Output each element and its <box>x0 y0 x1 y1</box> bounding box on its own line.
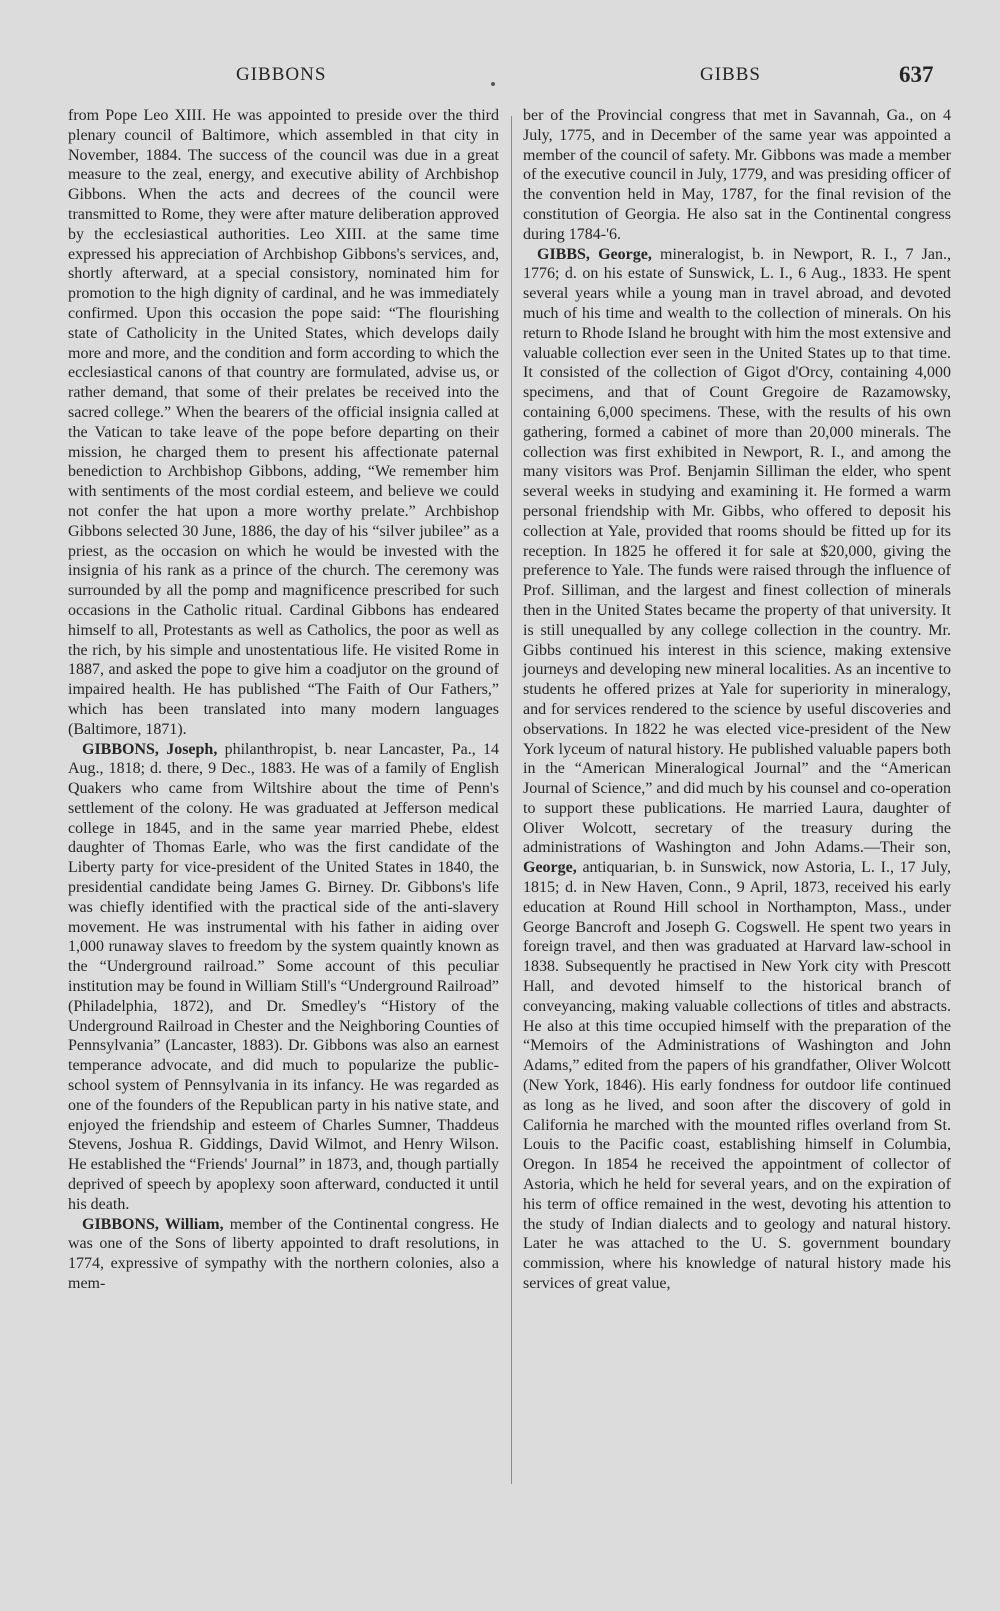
header-left-word: GIBBONS <box>236 64 327 85</box>
right-column <box>523 106 951 1294</box>
header-dot <box>491 82 495 86</box>
entry-text: antiquarian, b. in Sunswick, now Astoria, L. I., 17 July, 1815; d. in New Haven, Conn., 9 April, 1873, received his early education at Round Hill school in Northampton, Mass., under George Bancroft and Joseph G. Cogswell. He spent two years in foreign travel, and then was graduated at Harvard law-school in 1838. Subsequently he practised in New York city with Prescott Hall, and devoted himself to the historical branch of conveyancing, making valuable collections of titles and abstracts. He also at this time occupied himself with the preparation of the “Memoirs of the Administrations of Washington and John Adams,” edited from the papers of his grandfather, Oliver Wolcott (New York, 1846). His early fondness for outdoor life continued as long as he lived, and soon after the discovery of gold in California he marched with the mounted rifles overland from St. Louis to the Pacific coast, establishing himself in Columbia, Oregon. In 1854 he received the appointment of collector of Astoria, which he held for several years, and on the expiration of his term of office remained in the west, devoting his attention to the study of Indian dialects and to geology and natural history. Later he was attached to the U. S. government boundary commission, where his knowledge of natural history made his services of great value, <box>523 859 951 1293</box>
entry-text: mineralogist, b. in Newport, R. I., 7 Jan., 1776; d. on his estate of Sunswick, L. I., 6 Aug., 1833. He spent several years while a young man in travel abroad, and devoted much of his time and wealth to the collection of minerals. On his return to Rhode Island he brought with him the most extensive and valuable collection ever seen in the United States up to that time. It consisted of the collection of Gigot d'Orcy, containing 4,000 specimens, and that of Count Gregoire de Razamowsky, containing 6,000 specimens. These, with the results of his own gathering, formed a cabinet of more than 20,000 minerals. The collection was first exhibited in Newport, R. I., and among the many visitors was Prof. Benjamin Silliman the elder, who spent several weeks in studying and examining it. He formed a warm personal friendship with Mr. Gibbs, who offered to deposit his collection at Yale, provided that rooms should be fitted up for its reception. In 1825 he offered it for sale at $20,000, giving the preference to Yale. The funds were raised through the influence of Prof. Silliman, and the largest and finest collection of minerals then in the United States became the property of that university. It is still unequalled by any college collection in the country. Mr. Gibbs continued his interest in this science, making extensive journeys and developing new mineral localities. As an incentive to students he offered prizes at Yale for superiority in mineralogy, and for services rendered to the science by useful discoveries and observations. In 1822 he was elected vice-president of the New York lyceum of natural history. He published valuable papers both in the “American Mineralogical Journal” and the “American Journal of Science,” and did much by his counsel and co-operation to support these publications. He married Laura, daughter of Oliver Wolcott, secretary of the treasury during the administrations of Washington and John Adams.—Their son, <box>523 245 951 857</box>
left-column <box>68 106 499 1294</box>
headword: GIBBONS, Joseph, <box>82 740 218 758</box>
continuation-paragraph: ber of the Provincial congress that met in Savannah, Ga., on 4 July, 1775, and in December of the same year was appointed a member of the council of safety. Mr. Gibbons was made a member of the executive council in July, 1779, and was presiding officer of the convention held in May, 1787, for the final revision of the constitution of Georgia. He also sat in the Continental congress during 1784-'6. <box>523 107 951 243</box>
entry-text: member of the Continental congress. He was one of the Sons of liberty appointed to draft resolutions, in 1774, expressive of sympathy with the northern colonies, also a mem- <box>68 1215 500 1293</box>
entry-text: philanthropist, b. near Lancaster, Pa., 14 Aug., 1818; d. there, 9 Dec., 1883. He was of a family of English Quakers who came from Wiltshire about the time of Penn's settlement of the colony. He was graduated at Jefferson medical college in 1845, and in the same year married Phebe, eldest daughter of Thomas Earle, who was the first candidate of the Liberty party for vice-president of the United States in 1840, the presidential candidate being James G. Birney. Dr. Gibbons's life was chiefly identified with the practical side of the anti-slavery movement. He was instrumental with his father in aiding over 1,000 runaway slaves to freedom by the system quaintly known as the “Underground railroad.” Some account of this peculiar institution may be found in William Still's “Underground Railroad” (Philadelphia, 1872), and Dr. Smedley's “History of the Underground Railroad in Chester and the Neighboring Counties of Pennsylvania” (Lancaster, 1883). Dr. Gibbons was also an earnest temperance advocate, and did much to popularize the public-school system of Pennsylvania in its infancy. He was regarded as one of the founders of the Republican party in his native state, and enjoyed the friendship and esteem of Charles Sumner, Thaddeus Stevens, Joshua R. Giddings, David Wilmot, and Henry Wilson. He established the “Friends' Journal” in 1873, and, though partially deprived of speech by apoplexy soon afterward, conducted it until his death. <box>68 740 499 1213</box>
running-header <box>0 62 1000 92</box>
header-right-word: GIBBS <box>700 64 761 85</box>
entry-gibbons-william <box>68 1215 499 1294</box>
page-number: 637 <box>899 62 934 87</box>
column-rule <box>511 116 512 1484</box>
headword: GIBBS, George, <box>537 245 652 263</box>
headword: GIBBONS, William, <box>82 1215 224 1233</box>
continuation-paragraph: from Pope Leo XIII. He was appointed to preside over the third plenary council of Baltimore, which assembled in that city in November, 1884. The success of the council was due in a great measure to the zeal, energy, and executive ability of Archbishop Gibbons. When the acts and decrees of the council were transmitted to Rome, they were after mature deliberation approved by the ecclesiastical authorities. Leo XIII. at the same time expressed his appreciation of Archbishop Gibbons's services, and, shortly afterward, at a special consistory, nominated him for promotion to the high dignity of cardinal, and he was immediately confirmed. Upon this occasion the pope said: “The flourishing state of Catholicity in the United States, which develops daily more and more, and the condition and form according to which the ecclesiastical canons of that country are formulated, advise us, or rather demand, that some of their prelates be received into the sacred college.” When the bearers of the official insignia called at the Vatican to take leave of the pope before departing on their mission, he charged them to present his affectionate paternal benediction to Archbishop Gibbons, adding, “We remember him with sentiments of the most cordial esteem, and believe we could not confer the hat upon a more worthy prelate.” Archbishop Gibbons selected 30 June, 1886, the day of his “silver jubilee” as a priest, as the occasion on which he would be invested with the insignia of his rank as a prince of the church. The ceremony was surrounded by all the pomp and magnificence prescribed for such occasions in the Catholic ritual. Cardinal Gibbons has endeared himself to all, Protestants as well as Catholics, the poor as well as the rich, by his simple and unostentatious life. He visited Rome in 1887, and asked the pope to give him a coadjutor on the ground of impaired health. He has published “The Faith of Our Fathers,” which has been translated into many modern languages (Baltimore, 1871). <box>68 107 499 738</box>
entry-gibbons-joseph <box>68 740 499 1215</box>
sub-headword: George, <box>523 859 577 877</box>
entry-gibbs-george <box>523 245 951 1294</box>
